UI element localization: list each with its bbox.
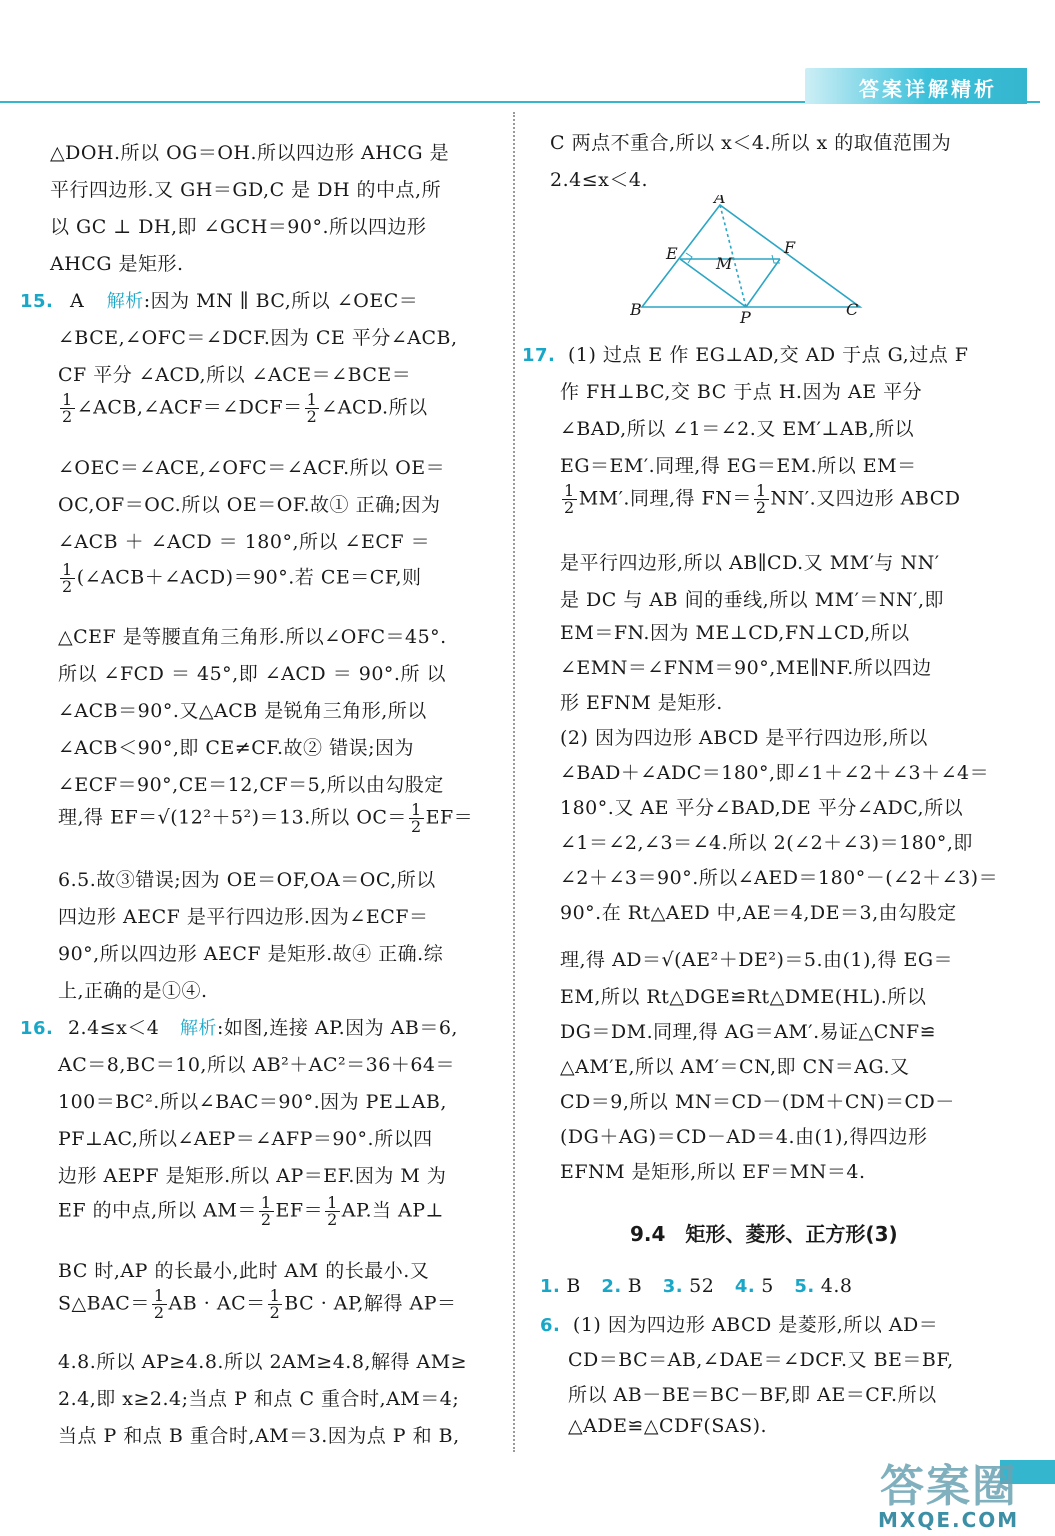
section-title: 9.4 矩形、菱形、正方形(3): [630, 1222, 898, 1246]
question-number: 16.: [20, 1018, 54, 1039]
text-line: (1) 因为四边形 ABCD 是菱形,所以 AD＝: [572, 1314, 939, 1336]
text-line: BC 时,AP 的长最小,此时 AM 的长最小.又: [58, 1260, 430, 1282]
text-line: 是平行四边形,所以 AB∥CD.又 MM′与 NN′: [560, 552, 940, 574]
text-line: 6.5.故③错误;因为 OE＝OF,OA＝OC,所以: [58, 869, 436, 891]
text-line: ∠ACB＝90°.又△ACB 是锐角三角形,所以: [58, 700, 427, 722]
label-p: P: [740, 308, 751, 325]
column-divider: [513, 112, 515, 1452]
text-line: ∠BAD＋∠ADC＝180°,即∠1＋∠2＋∠3＋∠4＝: [560, 762, 990, 784]
text-line: 所以 AB－BE＝BC－BF,即 AE＝CF.所以: [568, 1384, 937, 1406]
label-b: B: [630, 300, 642, 319]
label-a: A: [714, 195, 726, 207]
fraction-line: $\frac{1}{2}$ MM′.同理,得 FN＝ $\frac{1}{2}$ NN′.又四边形 ABCD: [564, 481, 961, 517]
text-line: △ADE≌△CDF(SAS).: [568, 1415, 768, 1437]
triangle-diagram: [630, 195, 870, 325]
answer: A: [69, 290, 85, 312]
fraction: $\frac{1}{2}$: [269, 1286, 281, 1322]
label-c: C: [846, 300, 859, 319]
question-number: 17.: [522, 345, 556, 366]
text-line: 四边形 AECF 是平行四边形.因为∠ECF＝: [58, 906, 429, 928]
question-15: [20, 286, 418, 313]
text-line: ∠EMN＝∠FNM＝90°,ME∥NF.所以四边: [560, 657, 932, 679]
fraction-line: EF 的中点,所以 AM＝ $\frac{1}{2}$ EF＝ $\frac{1}{2}$ AP.当 AP⊥: [58, 1193, 444, 1229]
text-line: △CEF 是等腰直角三角形.所以∠OFC＝45°.: [58, 626, 447, 648]
text-line: EM＝FN.因为 ME⊥CD,FN⊥CD,所以: [560, 622, 910, 644]
text-line: ∠BCE,∠OFC＝∠DCF.因为 CE 平分∠ACB,: [58, 327, 458, 349]
text-line: DG＝DM.同理,得 AG＝AM′.易证△CNF≌: [560, 1021, 937, 1043]
question-16: [20, 1013, 458, 1040]
fraction-line: 理,得 EF＝√(12²＋5²)＝13.所以 OC＝ $\frac{1}{2}$ EF＝: [58, 800, 474, 836]
fraction-line: $\frac{1}{2}$ (∠ACB＋∠ACD)＝90°.若 CE＝CF,则: [62, 560, 422, 596]
text-line: CD＝BC＝AB,∠DAE＝∠DCF.又 BE＝BF,: [568, 1349, 954, 1371]
text-line: AC＝8,BC＝10,所以 AB²＋AC²＝36＋64＝: [58, 1054, 456, 1076]
text-line: 平行四边形.又 GH＝GD,C 是 DH 的中点,所: [50, 179, 442, 201]
fraction-line: $\frac{1}{2}$ ∠ACB,∠ACF＝∠DCF＝ $\frac{1}{2}$ ∠ACD.所以: [62, 390, 428, 426]
question-number: 15.: [20, 291, 54, 312]
analysis-tag: 解析: [179, 1018, 217, 1039]
text-line: 形 EFNM 是矩形.: [560, 692, 723, 714]
text-line: ∠ECF＝90°,CE＝12,CF＝5,所以由勾股定: [58, 774, 444, 796]
text-line: :因为 MN ∥ BC,所以 ∠OEC＝: [143, 290, 419, 312]
text-line: ∠1＝∠2,∠3＝∠4.所以 2(∠2＋∠3)＝180°,即: [560, 832, 973, 854]
text-line: AHCG 是矩形.: [50, 253, 184, 275]
text-line: (1) 过点 E 作 EG⊥AD,交 AD 于点 G,过点 F: [567, 344, 969, 366]
text-line: ∠OEC＝∠ACE,∠OFC＝∠ACF.所以 OE＝: [58, 457, 446, 479]
text-line: ∠ACB ＋ ∠ACD ＝ 180°,所以 ∠ECF ＝: [58, 531, 431, 553]
fraction: $\frac{1}{2}$: [153, 1286, 165, 1322]
text-line: CD＝9,所以 MN＝CD－(DM＋CN)＝CD－: [560, 1091, 955, 1113]
fraction: $\frac{1}{2}$: [260, 1193, 272, 1229]
text-line: 作 FH⊥BC,交 BC 于点 H.因为 AE 平分: [560, 381, 923, 403]
text-line: 以 GC ⊥ DH,即 ∠GCH＝90°.所以四边形: [50, 216, 427, 238]
text-line: 2.4,即 x≥2.4;当点 P 和点 C 重合时,AM＝4;: [58, 1388, 460, 1410]
text-line: 90°,所以四边形 AECF 是矩形.故④ 正确.综: [58, 943, 444, 965]
text-line: 180°.又 AE 平分∠BAD,DE 平分∠ADC,所以: [560, 797, 964, 819]
fraction: $\frac{1}{2}$: [62, 560, 73, 596]
fraction: $\frac{1}{2}$: [62, 390, 73, 426]
text-line: 是 DC 与 AB 间的垂线,所以 MM′＝NN′,即: [560, 589, 945, 611]
fraction: $\frac{1}{2}$: [327, 1193, 338, 1229]
question-17: [522, 340, 968, 367]
text-line: ∠2＋∠3＝90°.所以∠AED＝180°－(∠2＋∠3)＝: [560, 867, 999, 889]
text-line: 当点 P 和点 B 重合时,AM＝3.因为点 P 和 B,: [58, 1425, 460, 1447]
fraction: $\frac{1}{2}$: [755, 481, 767, 517]
watermark-url: MXQE.COM: [878, 1508, 1020, 1532]
text-line: ∠ACB＜90°,即 CE≠CF.故② 错误;因为: [58, 737, 414, 759]
text-line: (DG＋AG)＝CD－AD＝4.由(1),得四边形: [560, 1126, 928, 1148]
text-line: △DOH.所以 OG＝OH.所以四边形 AHCG 是: [50, 142, 450, 164]
fraction-line: S△BAC＝ $\frac{1}{2}$ AB · AC＝ $\frac{1}{2}$ BC · AP,解得 AP＝: [58, 1286, 457, 1322]
text-line: C 两点不重合,所以 x＜4.所以 x 的取值范围为: [550, 132, 952, 154]
text-line: 理,得 AD＝√(AE²＋DE²)＝5.由(1),得 EG＝: [560, 949, 954, 971]
watermark-logo: 答案圈: [880, 1461, 1018, 1512]
text-line: 上,正确的是①④.: [58, 980, 208, 1002]
text-line: 4.8.所以 AP≥4.8.所以 2AM≥4.8,解得 AM≥: [58, 1351, 468, 1373]
question-number: 6.: [540, 1315, 561, 1336]
text-line: :如图,连接 AP.因为 AB＝6,: [216, 1017, 458, 1039]
answers-row: 1. B 2. B 3. 52 4. 5 5. 4.8: [540, 1275, 853, 1297]
text-line: EM,所以 Rt△DGE≌Rt△DME(HL).所以: [560, 986, 927, 1008]
label-f: F: [784, 238, 796, 257]
text-line: 90°.在 Rt△AED 中,AE＝4,DE＝3,由勾股定: [560, 902, 957, 924]
fraction: $\frac{1}{2}$: [564, 481, 575, 517]
fraction: $\frac{1}{2}$: [306, 390, 318, 426]
text-line: 100＝BC².所以∠BAC＝90°.因为 PE⊥AB,: [58, 1091, 447, 1113]
answer: 2.4≤x＜4: [67, 1017, 160, 1039]
text-line: EG＝EM′.同理,得 EG＝EM.所以 EM＝: [560, 455, 917, 477]
geometry-figure: [630, 195, 870, 329]
text-line: 2.4≤x＜4.: [550, 169, 648, 191]
text-line: 所以 ∠FCD ＝ 45°,即 ∠ACD ＝ 90°.所 以: [58, 663, 446, 685]
header-title: 答案详解精析: [859, 77, 997, 101]
watermark: [870, 1450, 1055, 1536]
text-line: EFNM 是矩形,所以 EF＝MN＝4.: [560, 1161, 866, 1183]
header-tab: [805, 68, 1027, 104]
text-line: 边形 AEPF 是矩形.所以 AP＝EF.因为 M 为: [58, 1165, 447, 1187]
text-line: (2) 因为四边形 ABCD 是平行四边形,所以: [560, 727, 928, 749]
fraction: $\frac{1}{2}$: [410, 800, 422, 836]
text-line: OC,OF＝OC.所以 OE＝OF.故① 正确;因为: [58, 494, 441, 516]
text-line: △AM′E,所以 AM′＝CN,即 CN＝AG.又: [560, 1056, 910, 1078]
question-6: [540, 1310, 938, 1337]
text-line: PF⊥AC,所以∠AEP＝∠AFP＝90°.所以四: [58, 1128, 433, 1150]
text-line: ∠BAD,所以 ∠1＝∠2.又 EM′⊥AB,所以: [560, 418, 915, 440]
analysis-tag: 解析: [106, 291, 144, 312]
label-m: M: [716, 254, 733, 273]
text-line: CF 平分 ∠ACD,所以 ∠ACE＝∠BCE＝: [58, 364, 412, 386]
label-e: E: [666, 244, 678, 263]
